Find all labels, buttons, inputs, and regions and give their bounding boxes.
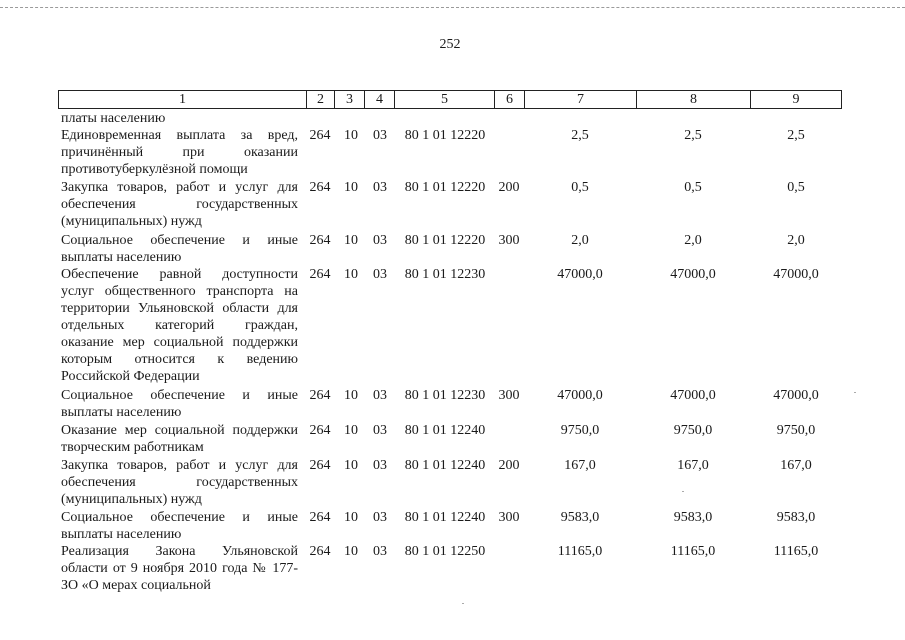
row-code-5: 80 1 01 12220 bbox=[404, 233, 486, 248]
page-number: 252 bbox=[439, 37, 461, 52]
row-amount-7: 47000,0 bbox=[557, 388, 603, 403]
scan-speck bbox=[462, 603, 464, 604]
header-col-1: 1 bbox=[179, 92, 186, 107]
row-code-3: 10 bbox=[344, 388, 358, 403]
scan-speck bbox=[682, 491, 684, 492]
row-code-5: 80 1 01 12250 bbox=[404, 544, 486, 559]
row-code-3: 10 bbox=[344, 128, 358, 143]
row-code-4: 03 bbox=[373, 510, 387, 525]
row-amount-9: 47000,0 bbox=[773, 388, 819, 403]
row-code-4: 03 bbox=[373, 128, 387, 143]
top-page-edge bbox=[0, 7, 905, 8]
row-amount-9: 2,5 bbox=[787, 128, 805, 143]
row-code-3: 10 bbox=[344, 233, 358, 248]
row-amount-9: 11165,0 bbox=[773, 544, 819, 559]
row-amount-8: 47000,0 bbox=[670, 388, 716, 403]
row-code-4: 03 bbox=[373, 544, 387, 559]
row-amount-9: 47000,0 bbox=[773, 267, 819, 282]
row-code-4: 03 bbox=[373, 233, 387, 248]
row-description: Единовременная выплата за вред, причинённый при оказании противотуберкулёзной помощи bbox=[61, 128, 298, 177]
row-amount-8: 47000,0 bbox=[670, 267, 716, 282]
row-code-2: 264 bbox=[309, 510, 331, 525]
row-code-2: 264 bbox=[309, 388, 331, 403]
row-code-3: 10 bbox=[344, 423, 358, 438]
row-amount-8: 11165,0 bbox=[670, 544, 716, 559]
row-code-3: 10 bbox=[344, 267, 358, 282]
row-amount-8: 2,5 bbox=[684, 128, 702, 143]
row-code-5: 80 1 01 12230 bbox=[404, 267, 486, 282]
row-amount-7: 2,0 bbox=[571, 233, 589, 248]
row-amount-9: 167,0 bbox=[780, 458, 812, 473]
row-description: Обеспечение равной доступности услуг общественного транспорта на территории Ульяновской области для отдельных категорий граждан, оказание мер социальной поддержки которым относится к ведению Российской Федерации bbox=[61, 267, 298, 384]
row-description: Социальное обеспечение и иные выплаты населению bbox=[61, 233, 298, 265]
row-amount-7: 11165,0 bbox=[557, 544, 603, 559]
row-code-5: 80 1 01 12220 bbox=[404, 180, 486, 195]
header-col-7: 7 bbox=[524, 91, 636, 108]
row-description: Реализация Закона Ульяновской области от 9 ноября 2010 года № 177-ЗО «О мерах социальной bbox=[61, 544, 298, 593]
row-code-4: 03 bbox=[373, 458, 387, 473]
header-col-3: 3 bbox=[334, 91, 364, 108]
row-code-2: 264 bbox=[309, 423, 331, 438]
row-code-4: 03 bbox=[373, 388, 387, 403]
row-code-5: 80 1 01 12220 bbox=[404, 128, 486, 143]
row-code-2: 264 bbox=[309, 233, 331, 248]
row-code-3: 10 bbox=[344, 458, 358, 473]
row-code-5: 80 1 01 12240 bbox=[404, 458, 486, 473]
row-code-6: 200 bbox=[498, 458, 520, 473]
row-amount-7: 9583,0 bbox=[560, 510, 600, 525]
row-amount-9: 2,0 bbox=[787, 233, 805, 248]
row-description: Закупка товаров, работ и услуг для обеспечения государственных (муниципальных) нужд bbox=[61, 180, 298, 229]
row-description: Закупка товаров, работ и услуг для обеспечения государственных (муниципальных) нужд bbox=[61, 458, 298, 507]
row-description: Оказание мер социальной поддержки творческим работникам bbox=[61, 423, 298, 455]
row-code-2: 264 bbox=[309, 128, 331, 143]
header-col-9: 9 bbox=[750, 91, 841, 108]
scan-speck bbox=[854, 392, 856, 393]
row-code-6: 300 bbox=[498, 233, 520, 248]
row-amount-7: 9750,0 bbox=[560, 423, 600, 438]
row-code-3: 10 bbox=[344, 510, 358, 525]
header-col-5: 5 bbox=[394, 91, 494, 108]
row-code-6: 200 bbox=[498, 180, 520, 195]
row-code-4: 03 bbox=[373, 423, 387, 438]
row-code-4: 03 bbox=[373, 267, 387, 282]
row-description: Социальное обеспечение и иные выплаты населению bbox=[61, 510, 298, 542]
row-amount-8: 9583,0 bbox=[673, 510, 713, 525]
table-header bbox=[58, 90, 842, 109]
row-code-3: 10 bbox=[344, 544, 358, 559]
row-amount-8: 0,5 bbox=[684, 180, 702, 195]
header-col-8: 8 bbox=[636, 91, 750, 108]
row-amount-8: 2,0 bbox=[684, 233, 702, 248]
row-code-5: 80 1 01 12240 bbox=[404, 510, 486, 525]
row-amount-7: 2,5 bbox=[571, 128, 589, 143]
row-amount-9: 9750,0 bbox=[776, 423, 816, 438]
header-col-2: 2 bbox=[306, 91, 334, 108]
row-amount-7: 167,0 bbox=[564, 458, 596, 473]
row-code-4: 03 bbox=[373, 180, 387, 195]
header-col-4: 4 bbox=[364, 91, 394, 108]
row-code-2: 264 bbox=[309, 180, 331, 195]
row-description: Социальное обеспечение и иные выплаты населению bbox=[61, 388, 298, 420]
row-amount-8: 167,0 bbox=[677, 458, 709, 473]
row-amount-9: 0,5 bbox=[787, 180, 805, 195]
row-code-3: 10 bbox=[344, 180, 358, 195]
continuation-text: платы населению bbox=[61, 111, 166, 126]
row-code-2: 264 bbox=[309, 544, 331, 559]
row-amount-8: 9750,0 bbox=[673, 423, 713, 438]
row-code-5: 80 1 01 12240 bbox=[404, 423, 486, 438]
row-code-6: 300 bbox=[498, 388, 520, 403]
row-code-2: 264 bbox=[309, 458, 331, 473]
row-amount-9: 9583,0 bbox=[776, 510, 816, 525]
row-amount-7: 47000,0 bbox=[557, 267, 603, 282]
row-code-6: 300 bbox=[498, 510, 520, 525]
header-col-6: 6 bbox=[494, 91, 524, 108]
row-amount-7: 0,5 bbox=[571, 180, 589, 195]
row-code-2: 264 bbox=[309, 267, 331, 282]
row-code-5: 80 1 01 12230 bbox=[404, 388, 486, 403]
